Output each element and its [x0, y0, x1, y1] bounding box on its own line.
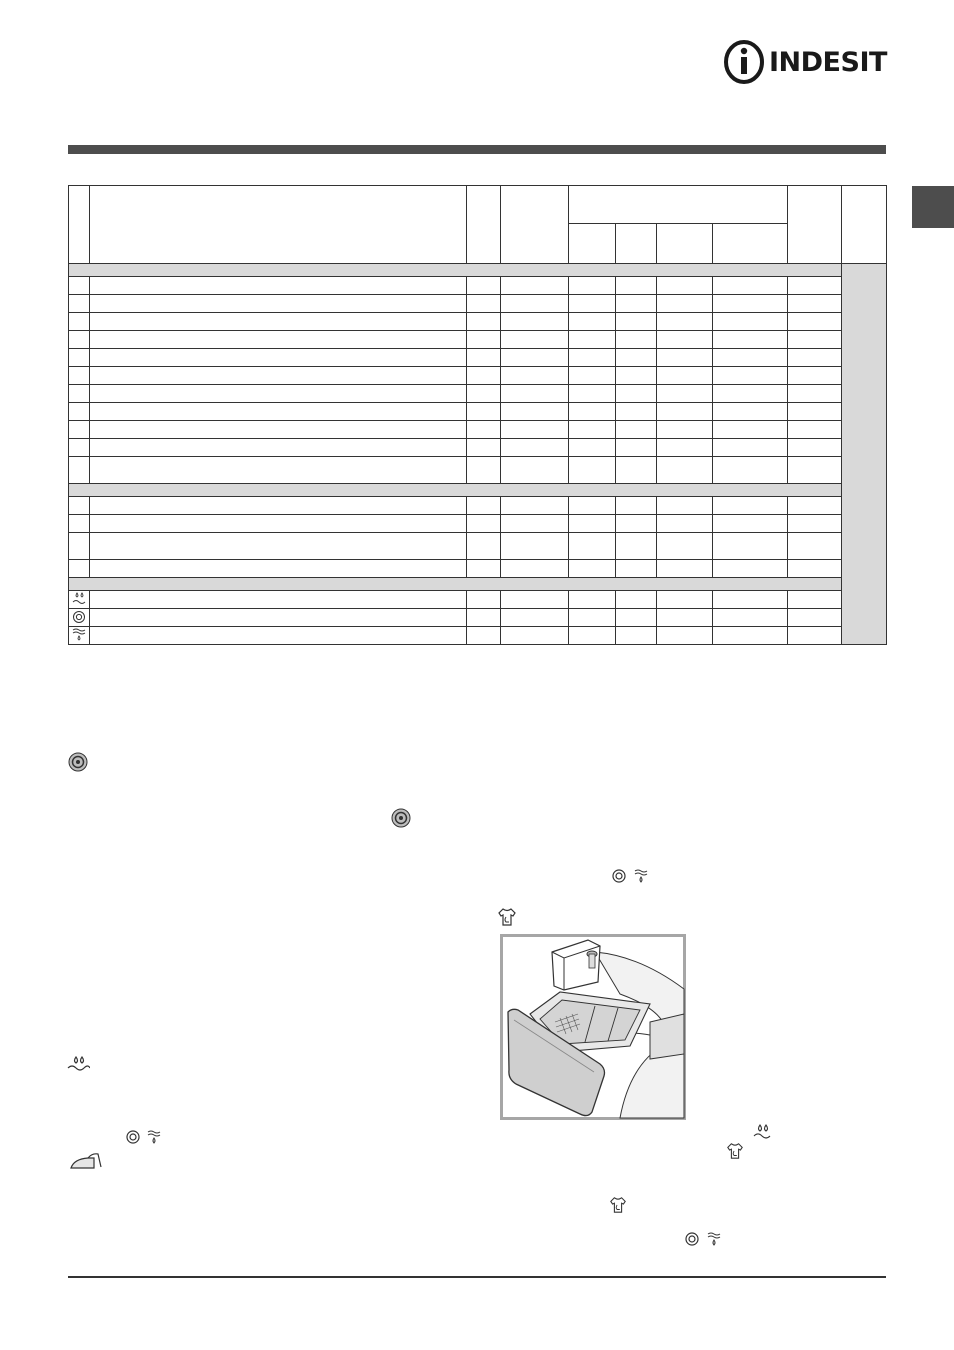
table-cell — [569, 331, 616, 349]
table-cell — [90, 533, 467, 560]
table-cell — [569, 295, 616, 313]
table-cell — [788, 627, 842, 645]
table-cell — [713, 533, 788, 560]
programme-number-cell — [69, 277, 90, 295]
table-cell — [657, 497, 713, 515]
table-section-header — [69, 578, 887, 591]
table-cell — [657, 533, 713, 560]
table-cell — [467, 457, 501, 484]
table-row — [69, 349, 887, 367]
table-cell — [616, 627, 657, 645]
table-cell — [616, 331, 657, 349]
table-cell — [467, 277, 501, 295]
table-cell — [569, 439, 616, 457]
table-cell — [569, 515, 616, 533]
table-cell — [616, 277, 657, 295]
table-cell — [657, 591, 713, 609]
table-row — [69, 439, 887, 457]
table-cell — [616, 421, 657, 439]
table-cell — [90, 627, 467, 645]
table-cell — [657, 313, 713, 331]
programme-number-cell — [69, 385, 90, 403]
table-cell — [657, 515, 713, 533]
table-row — [69, 367, 887, 385]
programme-number-cell — [69, 439, 90, 457]
table-cell — [467, 295, 501, 313]
table-cell — [501, 591, 569, 609]
table-cell — [657, 331, 713, 349]
table-cell — [467, 515, 501, 533]
spin-icon — [612, 869, 626, 883]
table-cell — [569, 627, 616, 645]
section-header-cell — [69, 484, 842, 497]
table-cell — [713, 295, 788, 313]
programme-number-cell — [69, 295, 90, 313]
table-cell — [501, 609, 569, 627]
table-cell — [90, 497, 467, 515]
table-header-row-1 — [69, 186, 887, 224]
table-cell — [501, 367, 569, 385]
table-cell — [569, 277, 616, 295]
table-cell — [713, 457, 788, 484]
table-cell — [657, 367, 713, 385]
programme-number-cell — [69, 367, 90, 385]
table-cell — [657, 627, 713, 645]
drain-icon — [634, 868, 648, 885]
table-cell — [713, 367, 788, 385]
section-header-cell — [69, 264, 842, 277]
table-cell — [90, 421, 467, 439]
table-row — [69, 515, 887, 533]
table-cell — [616, 515, 657, 533]
table-cell — [616, 457, 657, 484]
indesit-logo-icon — [724, 40, 764, 84]
table-cell — [788, 403, 842, 421]
table-cell — [569, 421, 616, 439]
table-cell — [788, 457, 842, 484]
table-cell — [616, 591, 657, 609]
table-cell — [788, 439, 842, 457]
table-row — [69, 385, 887, 403]
table-cell — [657, 349, 713, 367]
table-cell — [90, 609, 467, 627]
table-cell — [501, 515, 569, 533]
table-cell — [713, 349, 788, 367]
programme-number-cell — [69, 560, 90, 578]
notes-cell — [842, 264, 887, 645]
table-cell — [788, 349, 842, 367]
table-cell — [467, 609, 501, 627]
table-cell — [657, 277, 713, 295]
programme-number-cell — [69, 497, 90, 515]
table-cell — [569, 591, 616, 609]
table-cell — [713, 515, 788, 533]
table-cell — [713, 385, 788, 403]
table-cell — [713, 497, 788, 515]
table-cell — [569, 533, 616, 560]
table-cell — [657, 609, 713, 627]
table-cell — [501, 421, 569, 439]
rinse-drop-icon — [752, 1124, 774, 1140]
drain-icon — [707, 1231, 721, 1248]
table-cell — [788, 367, 842, 385]
indesit-logo — [724, 40, 888, 84]
table-cell — [713, 313, 788, 331]
table-cell — [467, 331, 501, 349]
table-cell — [467, 385, 501, 403]
table-cell — [657, 295, 713, 313]
table-cell — [90, 349, 467, 367]
spin-icon — [72, 610, 86, 624]
table-cell — [90, 367, 467, 385]
table-section-header — [69, 484, 887, 497]
table-cell — [467, 560, 501, 578]
table-cell — [569, 457, 616, 484]
programme-number-cell — [69, 331, 90, 349]
table-row — [69, 331, 887, 349]
programme-number-cell — [69, 349, 90, 367]
table-cell — [569, 385, 616, 403]
table-cell — [501, 560, 569, 578]
table-cell — [90, 295, 467, 313]
table-cell — [90, 313, 467, 331]
table-cell — [713, 421, 788, 439]
table-cell — [90, 560, 467, 578]
table-cell — [713, 609, 788, 627]
table-cell — [569, 367, 616, 385]
tshirt-icon — [609, 1196, 627, 1214]
table-cell — [616, 439, 657, 457]
table-cell — [788, 515, 842, 533]
table-cell — [569, 349, 616, 367]
table-cell — [788, 421, 842, 439]
table-cell — [657, 421, 713, 439]
table-cell — [616, 533, 657, 560]
table-cell — [616, 403, 657, 421]
table-row — [69, 609, 887, 627]
table-cell — [616, 609, 657, 627]
spin-target-icon — [391, 808, 411, 828]
table-cell — [501, 349, 569, 367]
table-row — [69, 591, 887, 609]
table-cell — [569, 609, 616, 627]
table-cell — [501, 385, 569, 403]
table-row — [69, 277, 887, 295]
table-cell — [788, 385, 842, 403]
table-cell — [467, 421, 501, 439]
table-cell — [713, 277, 788, 295]
table-row — [69, 497, 887, 515]
table-cell — [90, 385, 467, 403]
table-section-header — [69, 264, 887, 277]
table-cell — [501, 277, 569, 295]
table-cell — [467, 497, 501, 515]
table-cell — [657, 457, 713, 484]
tshirt-icon — [726, 1142, 744, 1160]
table-cell — [657, 439, 713, 457]
table-cell — [788, 533, 842, 560]
table-cell — [616, 497, 657, 515]
table-cell — [467, 533, 501, 560]
table-cell — [713, 403, 788, 421]
table-cell — [713, 331, 788, 349]
table-cell — [467, 403, 501, 421]
detergent-drawer-illustration — [500, 934, 686, 1120]
table-row — [69, 295, 887, 313]
programme-number-cell — [69, 313, 90, 331]
table-cell — [90, 591, 467, 609]
table-cell — [788, 560, 842, 578]
table-cell — [569, 403, 616, 421]
table-cell — [616, 349, 657, 367]
table-row — [69, 457, 887, 484]
table-row — [69, 627, 887, 645]
table-cell — [501, 313, 569, 331]
table-cell — [713, 439, 788, 457]
table-cell — [501, 627, 569, 645]
table-cell — [90, 515, 467, 533]
table-cell — [90, 277, 467, 295]
table-cell — [90, 439, 467, 457]
rinse-drop-icon — [72, 592, 86, 606]
table-cell — [616, 560, 657, 578]
table-cell — [657, 385, 713, 403]
section-header-cell — [69, 578, 842, 591]
table-cell — [90, 457, 467, 484]
table-cell — [501, 403, 569, 421]
table-cell — [616, 367, 657, 385]
table-cell — [501, 497, 569, 515]
programme-table-body — [69, 186, 887, 645]
spin-target-icon — [68, 752, 88, 772]
programme-number-cell — [69, 609, 90, 627]
table-cell — [788, 277, 842, 295]
programme-number-cell — [69, 515, 90, 533]
iron-icon — [68, 1151, 104, 1171]
table-cell — [713, 560, 788, 578]
footer-rule — [68, 1276, 886, 1278]
programme-number-cell — [69, 457, 90, 484]
table-cell — [569, 560, 616, 578]
programme-number-cell — [69, 627, 90, 645]
table-cell — [616, 385, 657, 403]
table-cell — [90, 331, 467, 349]
programme-number-cell — [69, 403, 90, 421]
table-cell — [569, 313, 616, 331]
table-cell — [616, 295, 657, 313]
rinse-drop-icon — [66, 1055, 90, 1073]
brand-name: INDESIT — [769, 46, 887, 78]
table-cell — [467, 591, 501, 609]
drain-icon — [72, 628, 86, 642]
table-cell — [501, 533, 569, 560]
table-row — [69, 403, 887, 421]
table-cell — [467, 313, 501, 331]
table-row — [69, 560, 887, 578]
table-cell — [467, 627, 501, 645]
table-cell — [788, 295, 842, 313]
programme-number-cell — [69, 533, 90, 560]
table-cell — [501, 331, 569, 349]
table-cell — [713, 591, 788, 609]
table-cell — [501, 295, 569, 313]
language-tab — [912, 186, 954, 228]
spin-icon — [685, 1232, 699, 1246]
drain-icon — [147, 1129, 161, 1146]
table-row — [69, 421, 887, 439]
table-row — [69, 533, 887, 560]
table-cell — [788, 313, 842, 331]
table-cell — [616, 313, 657, 331]
spin-icon — [126, 1130, 140, 1144]
table-cell — [467, 367, 501, 385]
table-cell — [788, 591, 842, 609]
table-cell — [501, 439, 569, 457]
tshirt-icon — [497, 907, 517, 927]
table-cell — [657, 560, 713, 578]
table-cell — [569, 497, 616, 515]
table-cell — [467, 349, 501, 367]
header-bar — [68, 145, 886, 154]
table-cell — [501, 457, 569, 484]
table-row — [69, 313, 887, 331]
table-cell — [788, 331, 842, 349]
table-cell — [788, 609, 842, 627]
table-cell — [467, 439, 501, 457]
table-cell — [90, 403, 467, 421]
table-cell — [657, 403, 713, 421]
programme-number-cell — [69, 421, 90, 439]
programme-number-cell — [69, 591, 90, 609]
table-cell — [713, 627, 788, 645]
table-cell — [788, 497, 842, 515]
programme-table — [68, 185, 887, 645]
